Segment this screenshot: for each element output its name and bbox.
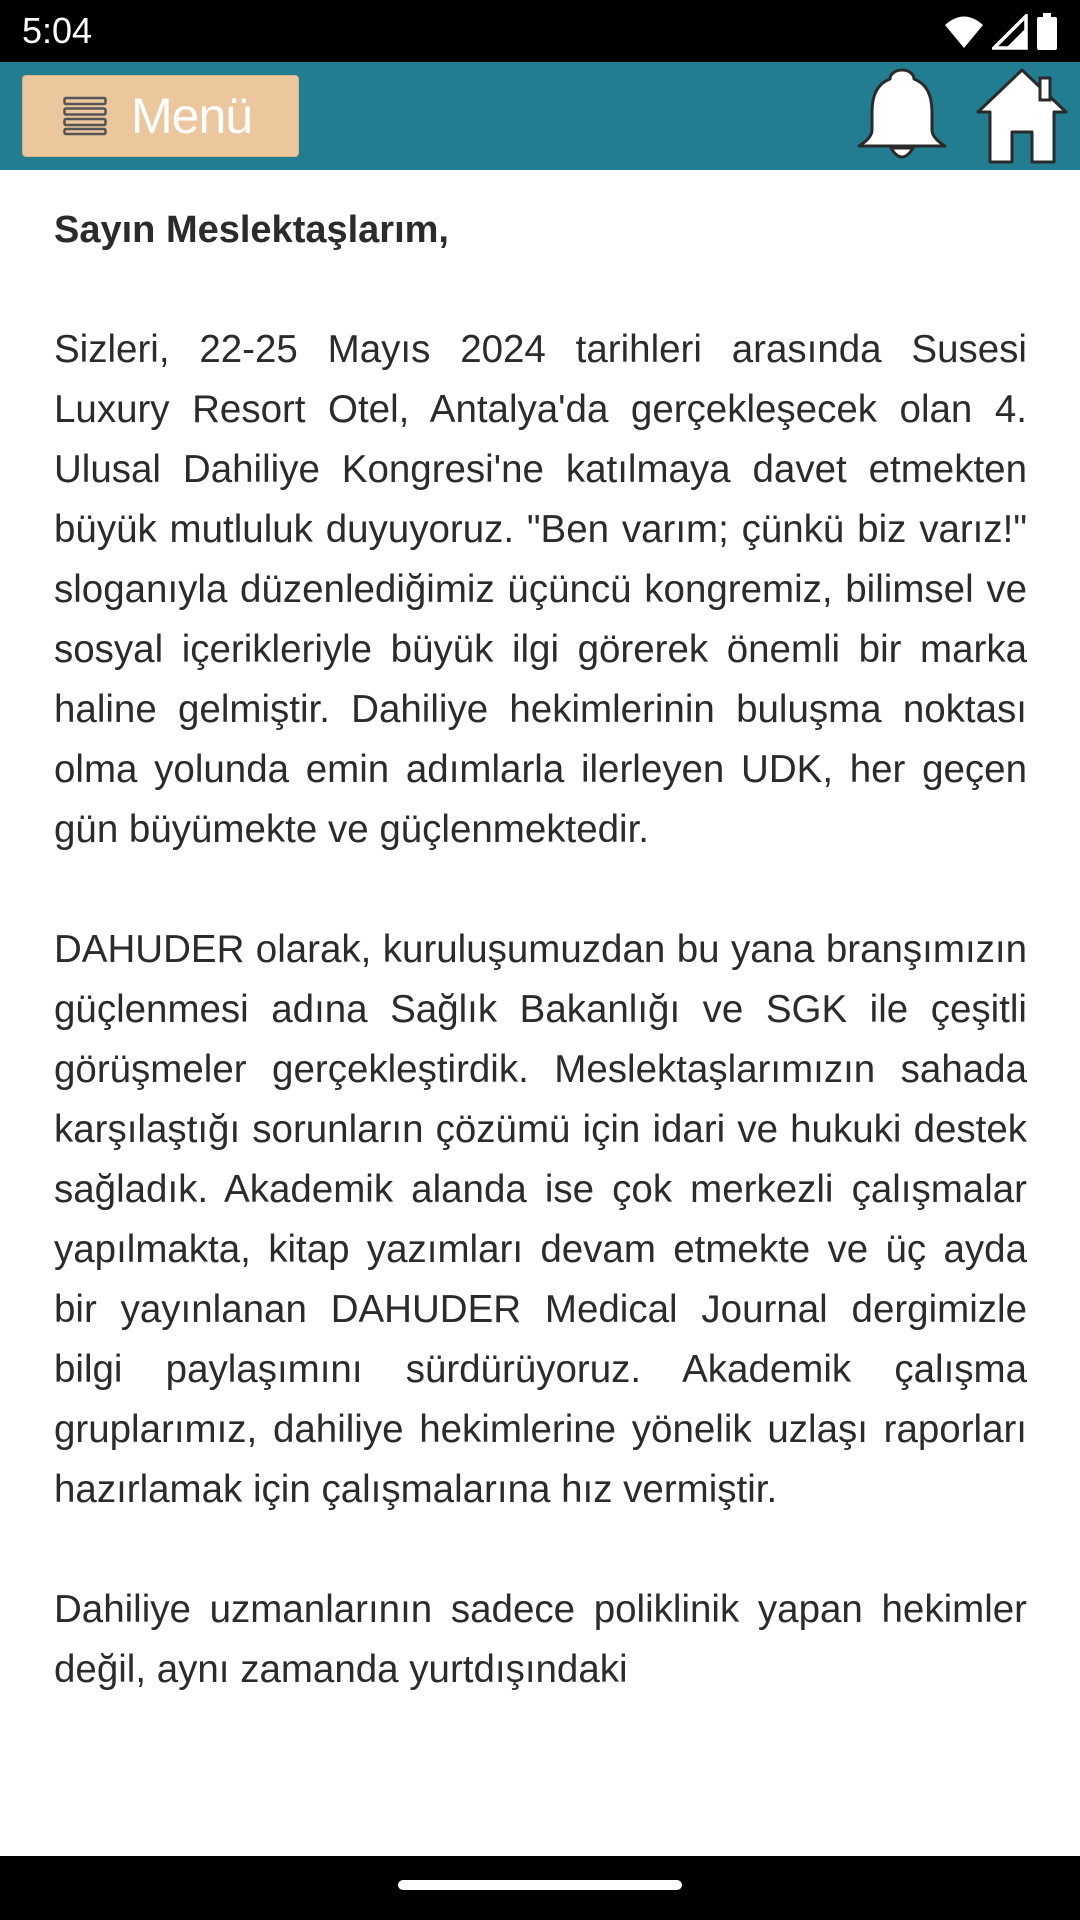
menu-button[interactable] (22, 75, 299, 157)
status-icons (944, 12, 1058, 52)
bell-icon[interactable] (852, 66, 952, 166)
paragraph-2: DAHUDER olarak, kuruluşumuzdan bu yana branşımızın güçlenmesi adına Sağlık Bakanlığı ve SGK ile çeşitli görüşmeler gerçekleştirdik. Meslektaşlarımızın sahada karşılaştığı sorunların çözümü için idari ve hukuki destek sağladık. Akademik alanda ise çok merkezli çalışmalar yapılmakta, kitap yazımları devam etmekte ve üç ayda bir yayınlanan DAHUDER Medical Journal dergimizle bilgi paylaşımını sürdürüyoruz. Akademik çalışma gruplarımız, dahiliye hekimlerine yönelik uzlaşı raporları hazırlamak için çalışmalarına hız vermiştir. (54, 928, 1027, 1511)
cellular-signal-icon (992, 14, 1028, 50)
app-header (0, 62, 1080, 170)
menu-label: Menü (131, 88, 253, 144)
hamburger-menu-icon (63, 96, 107, 136)
home-gesture-handle[interactable] (398, 1880, 682, 1890)
welcome-message (54, 170, 1027, 1856)
greeting-heading: Sayın Meslektaşlarım, (54, 209, 449, 251)
home-icon[interactable] (974, 66, 1070, 166)
status-time: 5:04 (22, 10, 93, 51)
paragraph-3: Dahiliye uzmanlarının sadece poliklinik yapan hekimler değil, aynı zamanda yurtdışındaki (54, 1588, 1027, 1691)
wifi-icon (944, 14, 984, 50)
battery-icon (1036, 13, 1058, 51)
status-bar (0, 0, 1080, 62)
system-nav-bar (0, 1856, 1080, 1920)
paragraph-1: Sizleri, 22-25 Mayıs 2024 tarihleri arasında Susesi Luxury Resort Otel, Antalya'da gerçekleşecek olan 4. Ulusal Dahiliye Kongresi'ne katılmaya davet etmekten büyük mutluluk duyuyoruz. "Ben varım; çünkü biz varız!" sloganıyla düzenlediğimiz üçüncü kongremiz, bilimsel ve sosyal içerikleriyle büyük ilgi görerek önemli bir marka haline gelmiştir. Dahiliye hekimlerinin buluşma noktası olma yolunda emin adımlarla ilerleyen UDK, her geçen gün büyümekte ve güçlenmektedir. (54, 328, 1027, 851)
